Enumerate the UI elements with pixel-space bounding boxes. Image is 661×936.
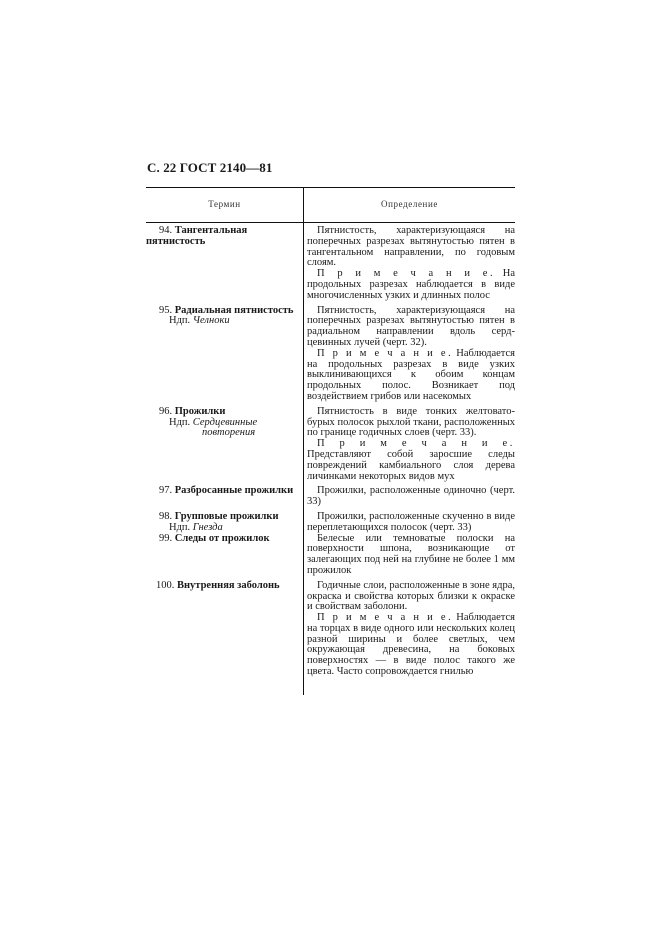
definition-cell: [303, 512, 515, 534]
table-row-94: [146, 226, 515, 302]
definition-cell: [303, 226, 515, 302]
ndp-term: Челноки: [192, 315, 230, 327]
note-label: П р и м е ч а н и е.: [317, 438, 515, 450]
not-allowed-term: [146, 316, 299, 327]
note-text: На продольных разрезах наблюдается в виде многочисленных узких и длинных полос: [307, 268, 515, 301]
note-label: П р и м е ч а н и е.: [317, 268, 496, 280]
table-top-rule: [146, 187, 515, 188]
term-cell: [146, 486, 303, 508]
definition-text: Пятнистость, характеризующаяся на поперечных разрезах вытянутостью пятен в радиальном направлении вдоль серд-цевинных лучей (черт. 32).: [307, 304, 515, 348]
ndp-term-cont: повторения: [202, 427, 256, 439]
term-name: Радиальная пятнистость: [174, 304, 294, 316]
term-number: 96.: [159, 405, 173, 417]
definition-text: Годичные слои, расположенные в зоне ядра, окраска и свойства которых близки к окраске и свойствам заболони.: [307, 579, 515, 613]
table-header-rule: [146, 222, 515, 223]
definition-text: Прожилки, расположенные одиночно (черт. 33): [307, 485, 515, 508]
definition-cell: [303, 486, 515, 508]
column-header-definition: Определение: [381, 199, 438, 209]
table-row-96: [146, 407, 515, 483]
term-cell: [146, 407, 303, 483]
term-name: Прожилки: [174, 405, 226, 417]
table-row-95: [146, 306, 515, 403]
term-cell: [146, 534, 303, 577]
term-name: Разбросанные прожилки: [174, 485, 294, 497]
definition-text: Пятнистость, характеризующаяся на поперечных разрезах вытянутостью пятен в тангентальном направлении, по годовым слоям.: [307, 225, 515, 269]
term-name: Тангентальная: [174, 225, 248, 236]
term-name-cont: пятнистость: [146, 235, 206, 247]
term-cell: [146, 512, 303, 534]
term-number: 98.: [159, 510, 173, 522]
note: [307, 349, 515, 403]
note-label: П р и м е ч а н и е.: [317, 612, 454, 624]
term-number: 97.: [159, 485, 173, 497]
note: [307, 613, 515, 678]
note: [307, 269, 515, 301]
ndp-term: Сердцевинные: [192, 416, 258, 428]
term-number: 99.: [159, 532, 173, 544]
ndp-term: Гнезда: [192, 521, 223, 533]
term-number: 94.: [159, 225, 173, 236]
table-row-97: [146, 486, 515, 508]
table-row-100: [146, 581, 515, 678]
term-cell: [146, 306, 303, 403]
table-body: [146, 226, 515, 678]
note-text: Представляют собой заросшие следы повреждений камбиального слоя дерева личинками некоторых видов мух: [307, 448, 515, 482]
definition-text: Прожилки, расположенные скученно в виде переплетающихся полосок (черт. 33): [307, 510, 515, 533]
note: [307, 439, 515, 482]
column-header-term: Термин: [208, 199, 241, 209]
term-name: Групповые прожилки: [174, 510, 279, 522]
note-text: Наблюдается на торцах в виде одного или нескольких колец разной ширины и более светлых, чем окружающая древесина, на боковых поверхностях — в виде полос такого же цвета. Часто сопровождается гнилью: [307, 612, 515, 678]
table-row-98: [146, 512, 515, 534]
definition-text: Пятнистость в виде тонких желтовато-бурых полосок рыхлой ткани, расположенных по границе годичных слоев (черт. 33).: [307, 405, 515, 439]
term-cell: [146, 226, 303, 302]
note-label: П р и м е ч а н и е.: [317, 347, 454, 359]
definition-cell: [303, 407, 515, 483]
ndp-label: Ндп.: [169, 315, 191, 327]
note-text: Наблюдается на продольных разрезах в виде узких выклинивающихся к обоим концам продольных полос. Возникает под воздействием грибов или насекомых: [307, 347, 515, 402]
term-number: 100.: [156, 579, 175, 591]
definition-cell: [303, 306, 515, 403]
definition-cell: [303, 534, 515, 577]
ndp-label: Ндп.: [169, 521, 191, 533]
definition-text: Белесые или темноватые полоски на поверхности шпона, возникающие от залегающих под ней на глубине не более 1 мм прожилок: [307, 532, 515, 576]
page-header: С. 22 ГОСТ 2140—81: [147, 160, 273, 175]
table-row-99: [146, 534, 515, 577]
term-cell: [146, 581, 303, 678]
definition-cell: [303, 581, 515, 678]
term-name: Внутренняя заболонь: [177, 579, 280, 591]
term-name: Следы от прожилок: [174, 532, 270, 544]
term-number: 95.: [159, 304, 173, 316]
ndp-label: Ндп.: [169, 416, 191, 428]
